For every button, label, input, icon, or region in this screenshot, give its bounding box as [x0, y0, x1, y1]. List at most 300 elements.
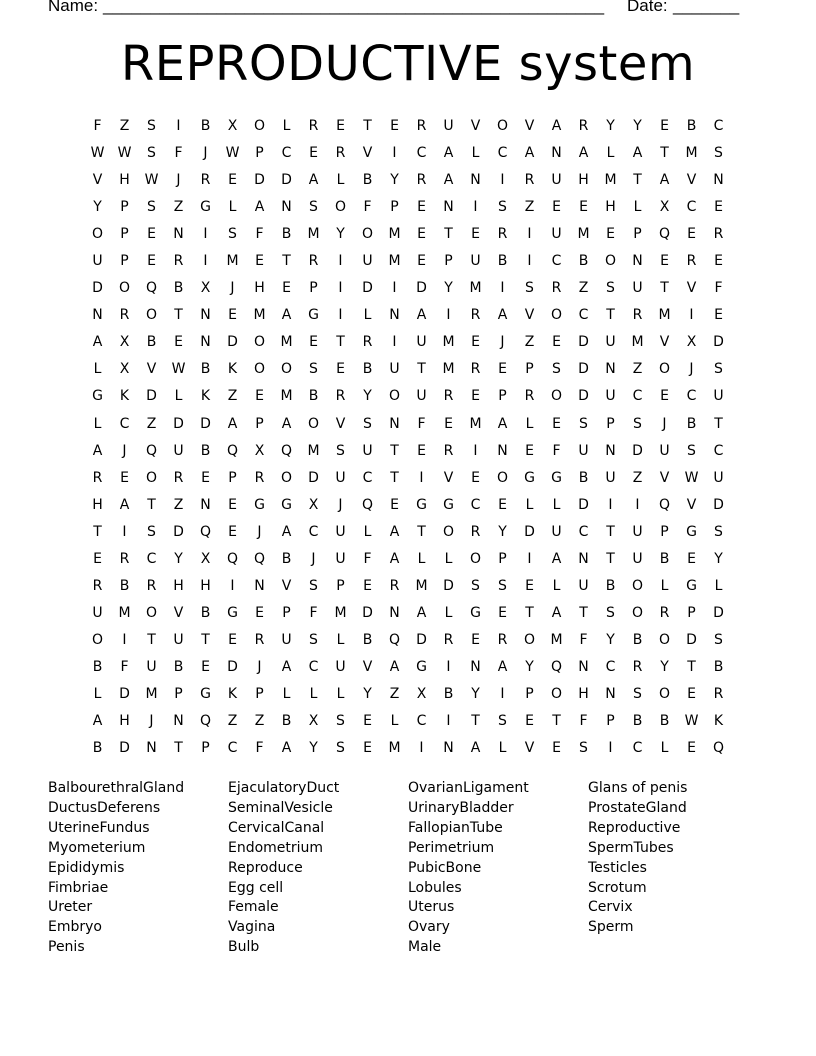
grid-letter[interactable]: U	[362, 253, 373, 270]
grid-letter[interactable]: J	[203, 145, 208, 162]
grid-letter[interactable]: I	[608, 496, 613, 513]
grid-letter[interactable]: A	[497, 307, 508, 324]
grid-letter[interactable]: A	[416, 307, 427, 324]
grid-letter[interactable]: J	[257, 523, 262, 540]
grid-letter[interactable]: J	[689, 361, 694, 378]
grid-letter[interactable]: D	[173, 523, 184, 540]
grid-letter[interactable]: D	[578, 388, 589, 405]
grid-letter[interactable]: M	[253, 307, 266, 324]
grid-letter[interactable]: P	[255, 415, 264, 432]
grid-letter[interactable]: L	[552, 577, 561, 594]
grid-letter[interactable]: B	[713, 658, 724, 675]
grid-letter[interactable]: R	[686, 253, 697, 270]
grid-letter[interactable]: K	[119, 388, 130, 405]
grid-letter[interactable]: E	[93, 550, 102, 567]
grid-letter[interactable]: R	[308, 118, 319, 135]
grid-letter[interactable]: H	[254, 280, 265, 297]
grid-letter[interactable]: T	[714, 415, 723, 432]
grid-letter[interactable]: E	[687, 550, 696, 567]
grid-letter[interactable]: U	[578, 442, 589, 459]
grid-letter[interactable]: B	[92, 740, 103, 757]
grid-letter[interactable]: A	[281, 658, 292, 675]
grid-letter[interactable]: N	[200, 496, 211, 513]
grid-letter[interactable]: R	[578, 118, 589, 135]
grid-letter[interactable]: U	[470, 253, 481, 270]
grid-letter[interactable]: E	[282, 280, 291, 297]
grid-letter[interactable]: I	[419, 469, 424, 486]
grid-letter[interactable]: N	[578, 550, 589, 567]
grid-letter[interactable]: T	[606, 523, 615, 540]
grid-letter[interactable]: X	[200, 550, 211, 567]
grid-letter[interactable]: F	[579, 713, 588, 730]
grid-letter[interactable]: K	[713, 713, 724, 730]
grid-letter[interactable]: D	[281, 172, 292, 189]
grid-letter[interactable]: S	[498, 577, 507, 594]
grid-letter[interactable]: X	[200, 280, 211, 297]
grid-letter[interactable]: O	[280, 469, 293, 486]
grid-letter[interactable]: I	[392, 280, 397, 297]
grid-letter[interactable]: Y	[606, 631, 615, 648]
grid-letter[interactable]: I	[392, 145, 397, 162]
grid-letter[interactable]: O	[334, 199, 347, 216]
grid-letter[interactable]: J	[311, 550, 316, 567]
grid-letter[interactable]: E	[471, 388, 480, 405]
grid-letter[interactable]: I	[122, 523, 127, 540]
grid-letter[interactable]: X	[119, 361, 130, 378]
grid-letter[interactable]: F	[255, 226, 264, 243]
grid-letter[interactable]: P	[498, 550, 507, 567]
grid-letter[interactable]: K	[200, 388, 211, 405]
grid-letter[interactable]: H	[92, 496, 103, 513]
grid-letter[interactable]: I	[527, 550, 532, 567]
grid-letter[interactable]: B	[578, 469, 589, 486]
grid-letter[interactable]: V	[659, 469, 670, 486]
grid-letter[interactable]: Y	[714, 550, 723, 567]
grid-letter[interactable]: P	[633, 226, 642, 243]
grid-letter[interactable]: I	[176, 118, 181, 135]
grid-letter[interactable]: M	[604, 172, 617, 189]
grid-letter[interactable]: L	[309, 686, 318, 702]
grid-letter[interactable]: A	[254, 199, 265, 216]
grid-letter[interactable]: U	[632, 550, 643, 567]
grid-letter[interactable]: F	[363, 550, 372, 567]
grid-letter[interactable]: V	[524, 118, 535, 135]
grid-letter[interactable]: T	[660, 145, 669, 162]
grid-letter[interactable]: O	[91, 226, 104, 243]
grid-letter[interactable]: B	[200, 361, 211, 378]
grid-letter[interactable]: S	[336, 740, 345, 757]
grid-letter[interactable]: D	[713, 604, 724, 621]
grid-letter[interactable]: R	[443, 631, 454, 648]
grid-letter[interactable]: L	[606, 145, 615, 162]
grid-letter[interactable]: R	[362, 334, 373, 351]
grid-letter[interactable]: Y	[660, 658, 669, 675]
grid-letter[interactable]: P	[660, 523, 669, 540]
grid-letter[interactable]: I	[392, 334, 397, 351]
grid-letter[interactable]: P	[606, 713, 615, 730]
grid-letter[interactable]: C	[416, 713, 427, 730]
grid-letter[interactable]: A	[92, 334, 103, 351]
grid-letter[interactable]: E	[714, 307, 723, 324]
grid-letter[interactable]: D	[173, 415, 184, 432]
grid-letter[interactable]: O	[469, 550, 482, 567]
grid-letter[interactable]: L	[336, 172, 345, 189]
grid-letter[interactable]: D	[362, 280, 373, 297]
grid-letter[interactable]: Z	[524, 334, 535, 351]
grid-letter[interactable]: U	[713, 469, 724, 486]
grid-letter[interactable]: V	[686, 496, 697, 513]
grid-letter[interactable]: E	[714, 253, 723, 270]
grid-letter[interactable]: O	[604, 253, 617, 270]
grid-letter[interactable]: M	[388, 226, 401, 243]
grid-letter[interactable]: E	[471, 631, 480, 648]
grid-letter[interactable]: E	[687, 226, 696, 243]
grid-letter[interactable]: C	[470, 496, 481, 513]
grid-letter[interactable]: A	[443, 145, 454, 162]
grid-letter[interactable]: F	[579, 631, 588, 648]
grid-letter[interactable]: B	[200, 442, 211, 459]
grid-letter[interactable]: U	[416, 334, 427, 351]
grid-letter[interactable]: Z	[173, 199, 184, 216]
grid-letter[interactable]: L	[417, 550, 426, 567]
grid-letter[interactable]: U	[92, 604, 103, 621]
grid-letter[interactable]: Q	[226, 442, 239, 459]
grid-letter[interactable]: O	[631, 604, 644, 621]
grid-letter[interactable]: D	[578, 496, 589, 513]
grid-letter[interactable]: D	[308, 469, 319, 486]
grid-letter[interactable]: Z	[119, 118, 130, 135]
grid-letter[interactable]: B	[632, 631, 643, 648]
grid-letter[interactable]: Y	[174, 550, 183, 567]
grid-letter[interactable]: A	[443, 172, 454, 189]
grid-letter[interactable]: N	[578, 658, 589, 675]
grid-letter[interactable]: C	[119, 415, 130, 432]
grid-letter[interactable]: T	[660, 280, 669, 297]
grid-letter[interactable]: G	[416, 658, 427, 675]
grid-letter[interactable]: U	[335, 550, 346, 567]
grid-letter[interactable]: N	[605, 361, 616, 378]
grid-letter[interactable]: A	[416, 604, 427, 621]
grid-letter[interactable]: P	[309, 280, 318, 297]
grid-letter[interactable]: C	[227, 740, 238, 757]
grid-letter[interactable]: Q	[280, 442, 293, 459]
grid-letter[interactable]: M	[280, 388, 293, 405]
grid-letter[interactable]: P	[336, 577, 345, 594]
grid-letter[interactable]: R	[335, 388, 346, 405]
grid-letter[interactable]: N	[470, 658, 481, 675]
grid-letter[interactable]: G	[254, 496, 265, 513]
grid-letter[interactable]: R	[146, 577, 157, 594]
grid-letter[interactable]: R	[254, 469, 265, 486]
grid-letter[interactable]: I	[527, 226, 532, 243]
grid-letter[interactable]: O	[550, 388, 563, 405]
grid-letter[interactable]: M	[469, 415, 482, 432]
grid-letter[interactable]: D	[227, 334, 238, 351]
grid-letter[interactable]: S	[147, 199, 156, 216]
grid-letter[interactable]: I	[230, 577, 235, 594]
grid-letter[interactable]: Z	[632, 361, 643, 378]
grid-letter[interactable]: C	[713, 442, 724, 459]
grid-letter[interactable]: Q	[145, 280, 158, 297]
grid-letter[interactable]: L	[93, 415, 102, 432]
grid-letter[interactable]: A	[281, 307, 292, 324]
grid-letter[interactable]: N	[605, 686, 616, 702]
grid-letter[interactable]: B	[200, 604, 211, 621]
grid-letter[interactable]: E	[417, 226, 426, 243]
grid-letter[interactable]: E	[552, 740, 561, 757]
grid-letter[interactable]: R	[92, 469, 103, 486]
grid-letter[interactable]: T	[444, 226, 453, 243]
grid-letter[interactable]: A	[551, 550, 562, 567]
grid-letter[interactable]: T	[471, 713, 480, 730]
grid-letter[interactable]: C	[632, 740, 643, 757]
grid-letter[interactable]: A	[389, 550, 400, 567]
grid-letter[interactable]: S	[498, 713, 507, 730]
grid-letter[interactable]: H	[578, 686, 589, 702]
grid-letter[interactable]: S	[336, 713, 345, 730]
grid-letter[interactable]: S	[147, 145, 156, 162]
grid-letter[interactable]: I	[473, 442, 478, 459]
grid-letter[interactable]: V	[659, 334, 670, 351]
grid-letter[interactable]: Y	[309, 740, 318, 757]
grid-letter[interactable]: E	[660, 253, 669, 270]
grid-letter[interactable]: R	[92, 577, 103, 594]
grid-letter[interactable]: O	[658, 686, 671, 702]
grid-letter[interactable]: J	[257, 658, 262, 675]
grid-letter[interactable]: F	[309, 604, 318, 621]
grid-letter[interactable]: Q	[658, 496, 671, 513]
grid-letter[interactable]: Z	[524, 199, 535, 216]
grid-letter[interactable]: E	[255, 253, 264, 270]
grid-letter[interactable]: E	[471, 334, 480, 351]
grid-letter[interactable]: T	[147, 496, 156, 513]
grid-letter[interactable]: V	[146, 361, 157, 378]
grid-letter[interactable]: L	[444, 604, 453, 621]
grid-letter[interactable]: N	[470, 172, 481, 189]
grid-letter[interactable]: S	[687, 442, 696, 459]
grid-letter[interactable]: R	[443, 388, 454, 405]
grid-letter[interactable]: A	[524, 145, 535, 162]
grid-letter[interactable]: G	[308, 307, 319, 324]
grid-letter[interactable]: A	[470, 740, 481, 757]
grid-letter[interactable]: L	[363, 307, 372, 324]
grid-letter[interactable]: Q	[199, 523, 212, 540]
grid-letter[interactable]: L	[525, 415, 534, 432]
grid-letter[interactable]: B	[632, 713, 643, 730]
grid-letter[interactable]: M	[442, 334, 455, 351]
grid-letter[interactable]: B	[686, 415, 697, 432]
grid-letter[interactable]: Y	[363, 686, 372, 702]
grid-letter[interactable]: B	[659, 713, 670, 730]
grid-letter[interactable]: Y	[336, 226, 345, 243]
grid-letter[interactable]: G	[200, 686, 211, 702]
grid-letter[interactable]: D	[416, 631, 427, 648]
grid-letter[interactable]: E	[228, 496, 237, 513]
grid-letter[interactable]: H	[200, 577, 211, 594]
grid-letter[interactable]: R	[659, 604, 670, 621]
grid-letter[interactable]: S	[714, 361, 723, 378]
grid-letter[interactable]: J	[338, 496, 343, 513]
grid-letter[interactable]: I	[203, 253, 208, 270]
grid-letter[interactable]: W	[684, 713, 699, 730]
grid-letter[interactable]: Z	[578, 280, 589, 297]
grid-letter[interactable]: U	[443, 118, 454, 135]
grid-letter[interactable]: C	[686, 199, 697, 216]
grid-letter[interactable]: C	[605, 658, 616, 675]
grid-letter[interactable]: P	[687, 604, 696, 621]
grid-letter[interactable]: C	[632, 388, 643, 405]
grid-letter[interactable]: T	[687, 658, 696, 675]
grid-letter[interactable]: Z	[632, 469, 643, 486]
grid-letter[interactable]: T	[390, 442, 399, 459]
grid-letter[interactable]: U	[389, 361, 400, 378]
grid-letter[interactable]: Y	[498, 523, 507, 540]
grid-letter[interactable]: Y	[471, 686, 480, 702]
grid-letter[interactable]: N	[173, 713, 184, 730]
grid-letter[interactable]: M	[442, 361, 455, 378]
grid-letter[interactable]: X	[227, 118, 238, 135]
grid-letter[interactable]: R	[470, 361, 481, 378]
grid-letter[interactable]: S	[633, 415, 642, 432]
grid-letter[interactable]: Z	[227, 713, 238, 730]
grid-letter[interactable]: Z	[173, 496, 184, 513]
grid-letter[interactable]: R	[308, 253, 319, 270]
grid-letter[interactable]: Q	[145, 442, 158, 459]
grid-letter[interactable]: S	[579, 740, 588, 757]
grid-letter[interactable]: V	[443, 469, 454, 486]
grid-letter[interactable]: E	[390, 118, 399, 135]
grid-letter[interactable]: E	[687, 686, 696, 702]
grid-letter[interactable]: O	[145, 604, 158, 621]
grid-letter[interactable]: O	[91, 631, 104, 648]
grid-letter[interactable]: R	[389, 577, 400, 594]
grid-letter[interactable]: T	[282, 253, 291, 270]
grid-letter[interactable]: L	[282, 118, 291, 135]
grid-letter[interactable]: B	[200, 118, 211, 135]
grid-letter[interactable]: W	[90, 145, 105, 162]
grid-letter[interactable]: B	[605, 577, 616, 594]
grid-letter[interactable]: E	[525, 577, 534, 594]
grid-letter[interactable]: R	[119, 550, 130, 567]
grid-letter[interactable]: C	[416, 145, 427, 162]
grid-letter[interactable]: Q	[361, 496, 374, 513]
grid-letter[interactable]: A	[92, 442, 103, 459]
grid-letter[interactable]: R	[254, 631, 265, 648]
grid-letter[interactable]: E	[363, 577, 372, 594]
grid-letter[interactable]: L	[471, 145, 480, 162]
grid-letter[interactable]: M	[307, 442, 320, 459]
grid-letter[interactable]: V	[362, 145, 373, 162]
grid-letter[interactable]: I	[122, 631, 127, 648]
grid-letter[interactable]: G	[281, 496, 292, 513]
grid-letter[interactable]: M	[658, 307, 671, 324]
grid-letter[interactable]: V	[686, 280, 697, 297]
grid-letter[interactable]: R	[497, 631, 508, 648]
grid-letter[interactable]: L	[525, 496, 534, 513]
grid-letter[interactable]: B	[497, 253, 508, 270]
grid-letter[interactable]: R	[632, 658, 643, 675]
grid-letter[interactable]: L	[444, 550, 453, 567]
grid-letter[interactable]: D	[578, 361, 589, 378]
grid-letter[interactable]: Q	[199, 713, 212, 730]
grid-letter[interactable]: B	[281, 713, 292, 730]
grid-letter[interactable]: G	[92, 388, 103, 405]
grid-letter[interactable]: O	[442, 523, 455, 540]
grid-letter[interactable]: E	[687, 740, 696, 757]
grid-letter[interactable]: P	[120, 199, 129, 216]
grid-letter[interactable]: E	[579, 199, 588, 216]
grid-letter[interactable]: E	[363, 740, 372, 757]
grid-letter[interactable]: S	[498, 199, 507, 216]
grid-letter[interactable]: R	[173, 253, 184, 270]
grid-letter[interactable]: E	[201, 469, 210, 486]
grid-letter[interactable]: R	[335, 145, 346, 162]
grid-letter[interactable]: X	[119, 334, 130, 351]
grid-letter[interactable]: B	[146, 334, 157, 351]
grid-letter[interactable]: S	[633, 686, 642, 702]
grid-letter[interactable]: F	[417, 415, 426, 432]
grid-letter[interactable]: K	[227, 361, 238, 378]
grid-letter[interactable]: Q	[550, 658, 563, 675]
grid-letter[interactable]: G	[686, 523, 697, 540]
grid-letter[interactable]: J	[230, 280, 235, 297]
grid-letter[interactable]: N	[389, 415, 400, 432]
grid-letter[interactable]: N	[200, 334, 211, 351]
grid-letter[interactable]: E	[147, 226, 156, 243]
grid-letter[interactable]: L	[660, 740, 669, 757]
grid-letter[interactable]: I	[446, 658, 451, 675]
grid-letter[interactable]: G	[227, 604, 238, 621]
grid-letter[interactable]: P	[255, 686, 264, 702]
grid-letter[interactable]: Z	[227, 388, 238, 405]
grid-letter[interactable]: T	[336, 334, 345, 351]
grid-letter[interactable]: E	[336, 118, 345, 135]
grid-letter[interactable]: E	[552, 199, 561, 216]
grid-letter[interactable]: T	[417, 361, 426, 378]
grid-letter[interactable]: T	[93, 523, 102, 540]
grid-letter[interactable]: T	[525, 604, 534, 621]
grid-letter[interactable]: Y	[444, 280, 453, 297]
grid-letter[interactable]: N	[443, 740, 454, 757]
grid-letter[interactable]: L	[363, 523, 372, 540]
grid-letter[interactable]: E	[174, 334, 183, 351]
grid-letter[interactable]: D	[713, 334, 724, 351]
grid-letter[interactable]: S	[309, 199, 318, 216]
grid-letter[interactable]: U	[632, 523, 643, 540]
grid-letter[interactable]: A	[551, 118, 562, 135]
grid-letter[interactable]: M	[577, 226, 590, 243]
grid-letter[interactable]: N	[551, 145, 562, 162]
grid-letter[interactable]: Z	[146, 415, 157, 432]
grid-letter[interactable]: H	[119, 713, 130, 730]
grid-letter[interactable]: I	[500, 172, 505, 189]
grid-letter[interactable]: C	[713, 118, 724, 135]
grid-letter[interactable]: U	[605, 469, 616, 486]
grid-letter[interactable]: U	[335, 523, 346, 540]
grid-letter[interactable]: X	[308, 713, 319, 730]
name-field[interactable]: _____________________________________________________	[103, 0, 605, 15]
grid-letter[interactable]: Y	[525, 658, 534, 675]
grid-letter[interactable]: D	[578, 334, 589, 351]
grid-letter[interactable]: G	[443, 496, 454, 513]
grid-letter[interactable]: J	[122, 442, 127, 459]
grid-letter[interactable]: S	[471, 577, 480, 594]
grid-letter[interactable]: P	[525, 686, 534, 702]
grid-letter[interactable]: A	[281, 523, 292, 540]
grid-letter[interactable]: C	[308, 658, 319, 675]
grid-letter[interactable]: C	[497, 145, 508, 162]
grid-letter[interactable]: I	[338, 253, 343, 270]
